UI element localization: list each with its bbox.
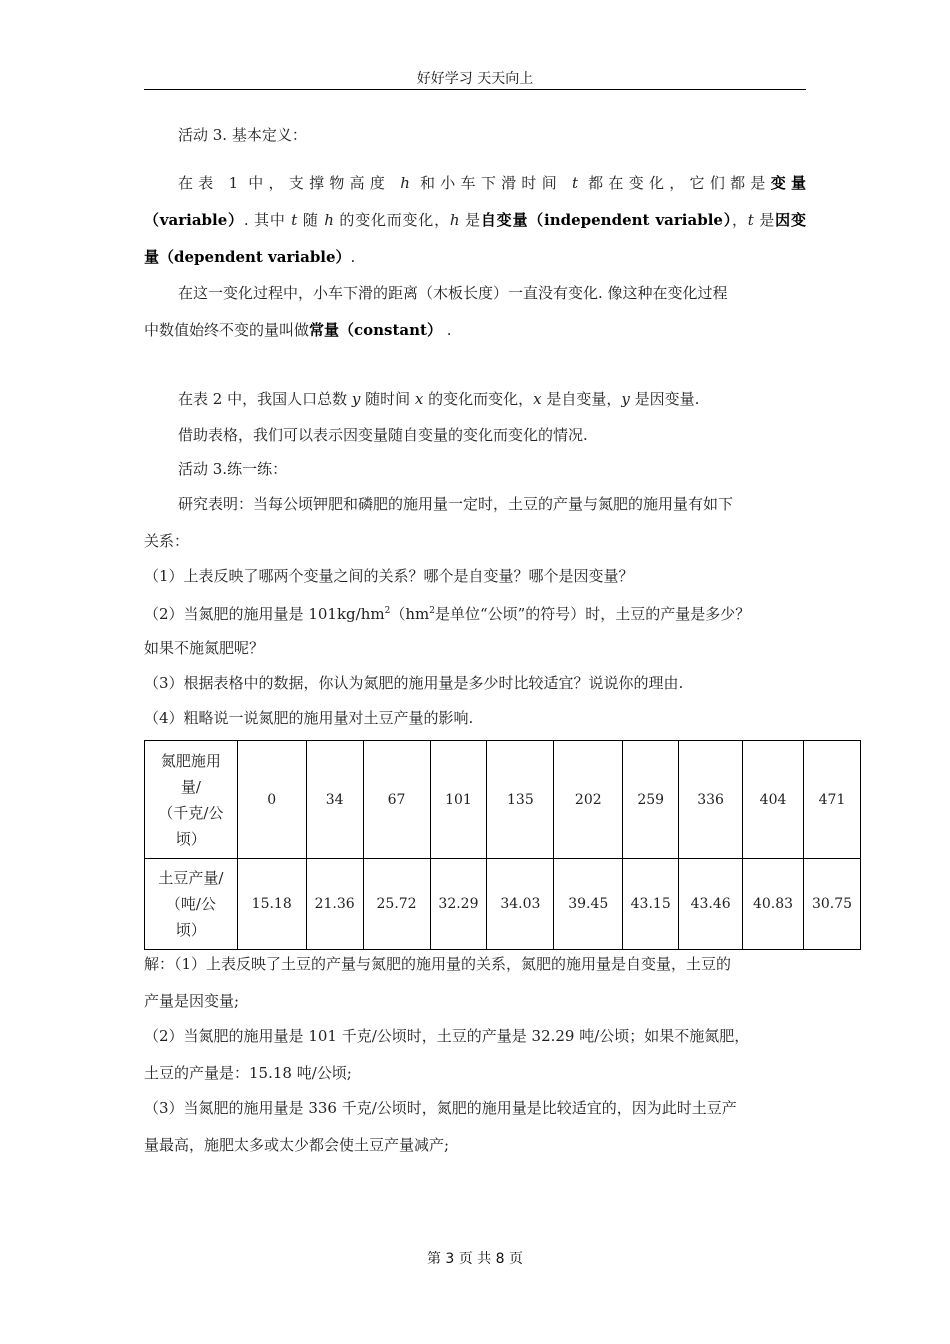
table-cell: 471 <box>803 741 860 859</box>
table2-line <box>144 389 806 409</box>
answer-2-line-2: 土豆的产量是：15.18 吨/公顷; <box>144 1064 352 1082</box>
table-cell: 39.45 <box>554 859 623 950</box>
text: 在表 2 中，我国人口总数 <box>178 390 352 408</box>
table-cell: 32.29 <box>430 859 487 950</box>
answer-1-line-2: 产量是因变量; <box>144 992 240 1010</box>
table-cell: 67 <box>363 741 430 859</box>
text: 的变化而变化， <box>333 211 450 229</box>
text: （hm <box>390 605 430 623</box>
header-line: （千克/公 <box>158 803 224 822</box>
header-line: 顷） <box>175 829 206 848</box>
text: 在表 1 中，支撑物高度 <box>178 174 401 192</box>
table-cell: 404 <box>743 741 804 859</box>
var-x: x <box>414 390 424 408</box>
table-cell: 30.75 <box>803 859 860 950</box>
table-cell: 101 <box>430 741 487 859</box>
answer-1-line-1: 解：（1）上表反映了土豆的产量与氮肥的施用量的关系，氮肥的施用量是自变量，土豆的 <box>144 955 732 973</box>
question-4: （4）粗略说一说氮肥的施用量对土豆产量的影响. <box>144 709 474 727</box>
definition-line-3 <box>144 247 806 267</box>
header-rule <box>144 89 806 90</box>
table-cell: 40.83 <box>743 859 804 950</box>
text: . <box>442 321 452 339</box>
research-line-1: 研究表明：当每公顷钾肥和磷肥的施用量一定时，土豆的产量与氮肥的施用量有如下 <box>178 495 734 513</box>
definition-line-1 <box>144 173 806 193</box>
question-3: （3）根据表格中的数据，你认为氮肥的施用量是多少时比较适宜？说说你的理由. <box>144 674 684 692</box>
term-constant: 常量（constant） <box>309 321 442 339</box>
term-dependent-variable: 因变 <box>775 211 806 229</box>
text: 是自变量， <box>541 390 622 408</box>
var-x: x <box>533 390 542 408</box>
text: 是单位“公顷”的符号）时，土豆的产量是多少？ <box>434 605 751 623</box>
text: 和小车下滑时间 <box>409 174 573 192</box>
question-2-line-2: 如果不施氮肥呢？ <box>144 639 265 657</box>
superscript: 2 <box>384 606 391 616</box>
term-dependent-variable: 量（dependent variable） <box>144 248 351 266</box>
text: ， <box>732 211 748 229</box>
constant-line-2 <box>144 320 806 340</box>
var-y: y <box>621 390 630 408</box>
var-t: t <box>291 211 298 229</box>
text: 中数值始终不变的量叫做 <box>144 321 310 339</box>
row-header-potato <box>145 859 238 950</box>
page-header: 好好学习 天天向上 <box>416 71 534 87</box>
header-line: 量/ <box>180 777 201 796</box>
table-cell: 202 <box>554 741 623 859</box>
question-2 <box>144 601 806 624</box>
question-1: （1）上表反映了哪两个变量之间的关系？哪个是自变量？哪个是因变量？ <box>144 567 634 585</box>
text: （2）当氮肥的施用量是 101kg/hm <box>144 605 385 623</box>
row-header-nitrogen <box>145 741 238 859</box>
fertilizer-yield-table <box>144 740 861 950</box>
var-t: t <box>572 174 579 192</box>
table-cell: 43.46 <box>679 859 743 950</box>
table-cell: 0 <box>237 741 306 859</box>
table-cell: 336 <box>679 741 743 859</box>
borrow-line: 借助表格，我们可以表示因变量随自变量的变化而变化的情况. <box>178 426 588 444</box>
term-independent-variable: 自变量（independent variable） <box>480 211 733 229</box>
header-line: 土豆产量/ <box>158 869 224 887</box>
table-cell: 259 <box>623 741 679 859</box>
text: 都在变化，它们都是 <box>578 174 771 192</box>
term-variable: 变量 <box>770 174 806 192</box>
text: 是 <box>753 211 776 229</box>
var-y: y <box>351 390 361 408</box>
text: . 其中 <box>243 211 292 229</box>
text: 随 <box>297 211 325 229</box>
definition-line-2 <box>144 210 806 230</box>
table-cell: 15.18 <box>237 859 306 950</box>
var-h: h <box>324 211 334 229</box>
table-cell: 25.72 <box>363 859 430 950</box>
answer-3-line-2: 量最高，施肥太多或太少都会使土豆产量减产; <box>144 1136 450 1154</box>
practice-title: 活动 3.练一练： <box>178 460 288 478</box>
var-h: h <box>400 174 410 192</box>
table-row-potato <box>145 859 861 950</box>
text: 的变化而变化， <box>423 390 534 408</box>
text: 是 <box>459 211 481 229</box>
text: . <box>350 248 356 266</box>
term-variable-en: （variable） <box>144 211 244 229</box>
table-cell: 34.03 <box>487 859 554 950</box>
answer-3-line-1: （3）当氮肥的施用量是 336 千克/公顷时，氮肥的施用量是比较适宜的，因为此时土豆产 <box>144 1099 737 1117</box>
answer-2-line-1: （2）当氮肥的施用量是 101 千克/公顷时，土豆的产量是 32.29 吨/公顷；如果不施氮肥， <box>144 1027 750 1045</box>
var-t: t <box>747 211 754 229</box>
research-line-2: 关系： <box>144 532 190 550</box>
header-line: 顷） <box>175 921 206 939</box>
table-cell: 21.36 <box>306 859 363 950</box>
page-footer: 第 3 页 共 8 页 <box>426 1251 524 1267</box>
constant-line-1: 在这一变化过程中，小车下滑的距离（木板长度）一直没有变化. 像这种在变化过程 <box>178 284 728 302</box>
superscript: 2 <box>429 606 435 616</box>
table-cell: 135 <box>487 741 554 859</box>
text: 是因变量. <box>629 390 700 408</box>
table-cell: 43.15 <box>623 859 679 950</box>
var-h: h <box>449 211 460 229</box>
table-cell: 34 <box>306 741 363 859</box>
activity3-title: 活动 3. 基本定义： <box>178 126 307 144</box>
text: 随时间 <box>360 390 415 408</box>
header-line: （吨/公 <box>165 895 216 913</box>
header-line: 氮肥施用 <box>160 751 221 770</box>
table-row-nitrogen <box>145 741 861 859</box>
